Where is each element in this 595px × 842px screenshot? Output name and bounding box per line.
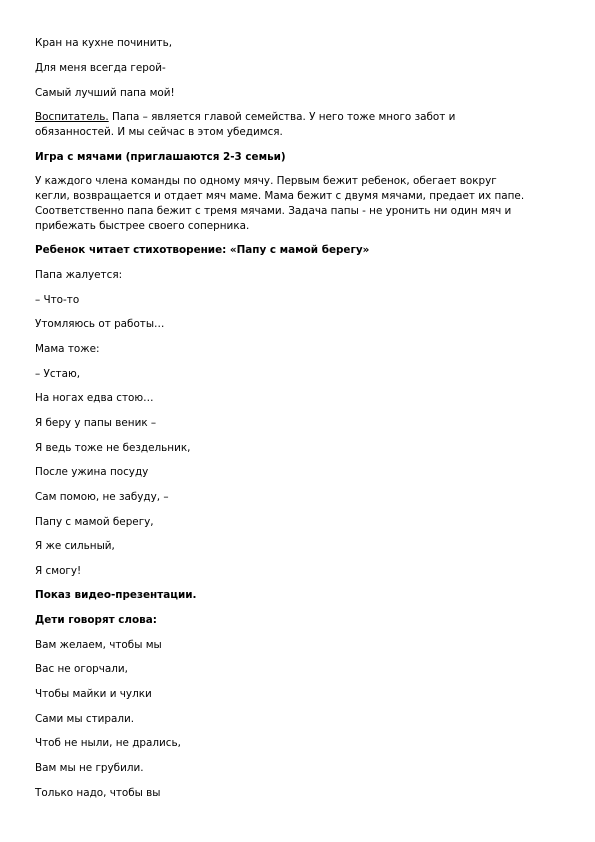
- educator-line-1: [35, 111, 455, 124]
- poem-line: Сам помою, не забуду, –: [35, 491, 169, 503]
- poem-line: Вас не огорчали,: [35, 663, 128, 675]
- educator-line-2: обязанностей. И мы сейчас в этом убедимся.: [35, 126, 283, 138]
- poem-line: – Что-то: [35, 294, 80, 306]
- paragraph-line: Соответственно папа бежит с тремя мячами. Задача папы - не уронить ни один мяч и: [35, 205, 512, 217]
- paragraph-line: кегли, возвращается и отдает мяч маме. Мама бежит с двумя мячами, предает их папе.: [35, 190, 525, 202]
- poem-line: Вам мы не грубили.: [35, 762, 144, 774]
- poem-line: Я же сильный,: [35, 540, 115, 552]
- kids-heading: Дети говорят слова:: [35, 614, 157, 626]
- game-heading: Игра с мячами (приглашаются 2-3 семьи): [35, 151, 286, 163]
- poem-line: Папа жалуется:: [35, 269, 123, 281]
- poem-line: После ужина посуду: [35, 466, 149, 478]
- speaker-label: Воспитатель.: [35, 111, 109, 123]
- paragraph-line: У каждого члена команды по одному мячу. Первым бежит ребенок, обегает вокруг: [35, 175, 497, 187]
- poem-line: Вам желаем, чтобы мы: [35, 639, 162, 651]
- video-heading: Показ видео-презентации.: [35, 589, 197, 601]
- poem-line: Чтобы майки и чулки: [35, 688, 152, 700]
- poem-line: Для меня всегда герой-: [35, 62, 166, 74]
- poem-line: Самый лучший папа мой!: [35, 87, 175, 99]
- poem-line: Чтоб не ныли, не дрались,: [35, 737, 181, 749]
- poem-line: На ногах едва стою…: [35, 392, 154, 404]
- poem-line: Папу с мамой берегу,: [35, 516, 154, 528]
- poem-line: Мама тоже:: [35, 343, 100, 355]
- educator-text: Папа – является главой семейства. У него тоже много забот и: [108, 111, 456, 123]
- poem-line: Утомляюсь от работы…: [35, 318, 165, 330]
- poem-line: Я смогу!: [35, 565, 82, 577]
- poem-line: – Устаю,: [35, 368, 81, 380]
- poem-line: Сами мы стирали.: [35, 713, 135, 725]
- poem-line: Я ведь тоже не бездельник,: [35, 442, 191, 454]
- poem-line: Кран на кухне починить,: [35, 37, 173, 49]
- poem-heading: Ребенок читает стихотворение: «Папу с мамой берегу»: [35, 244, 370, 256]
- poem-line: Только надо, чтобы вы: [35, 787, 161, 799]
- poem-line: Я беру у папы веник –: [35, 417, 157, 429]
- paragraph-line: прибежать быстрее своего соперника.: [35, 220, 250, 232]
